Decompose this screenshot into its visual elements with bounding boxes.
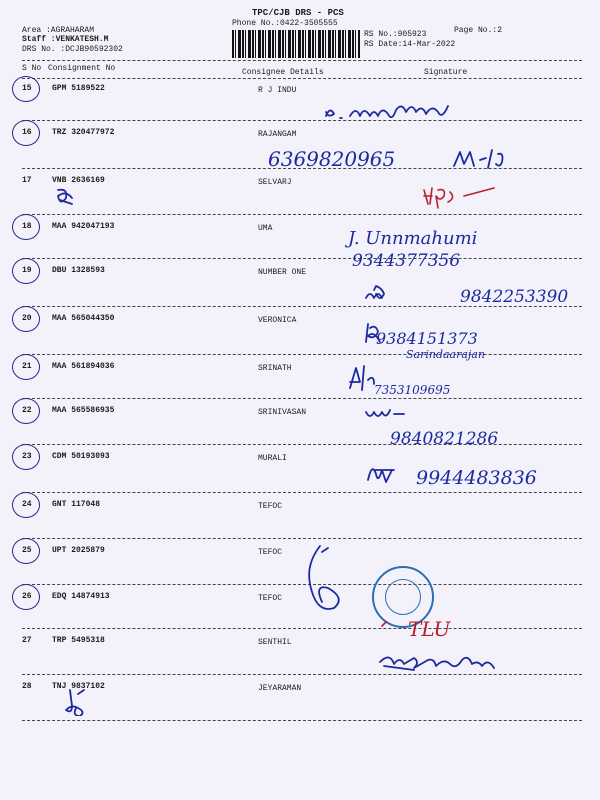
col-consignment: Consignment No [48, 64, 116, 73]
row-consignment: VNB 2636169 [52, 176, 105, 185]
row-divider [22, 628, 582, 629]
signature-image [362, 456, 582, 492]
row-sno: 22 [22, 406, 32, 415]
signature-image [266, 142, 526, 176]
row-consignee: NUMBER ONE [258, 268, 307, 277]
row-consignee: MURALI [258, 454, 287, 463]
row-consignee: SENTHIL [258, 638, 292, 647]
row-divider [22, 492, 582, 493]
signature-image [360, 404, 540, 452]
row-consignee: JEYARAMAN [258, 684, 302, 693]
header-divider-top [22, 60, 582, 61]
phone-number: Phone No.:0422-3505555 [232, 19, 338, 28]
signature-image [344, 222, 504, 274]
handwritten-phone: 9344377356 [352, 251, 461, 271]
handwritten-name: J. Unnmahumi [348, 228, 478, 249]
row-consignee: SELVARJ [258, 178, 292, 187]
handwritten-phone: 9840821286 [390, 429, 499, 449]
row-consignee: UMA [258, 224, 273, 233]
row-consignment: GNT 117048 [52, 500, 101, 509]
signature-image [320, 98, 500, 126]
row-consignment: UPT 2025879 [52, 546, 105, 555]
row-consignment: MAA 565586935 [52, 406, 115, 415]
row-consignee: TEFOC [258, 594, 283, 603]
drs-number: DRS No. :DCJB90592302 [22, 45, 123, 54]
staff-label: Staff :VENKATESH.M [22, 35, 109, 44]
row-divider [22, 720, 582, 721]
signature-image [420, 182, 510, 210]
handwritten-phone: 7353109695 [374, 383, 451, 397]
row-consignment: DBU 1328593 [52, 266, 105, 275]
row-consignment: TRP 5495318 [52, 636, 105, 645]
row-sno: 16 [22, 128, 32, 137]
signature-image [374, 646, 534, 676]
signature-image [346, 360, 456, 402]
row-sno: 20 [22, 314, 32, 323]
signature-image [62, 686, 92, 716]
page-number: Page No.:2 [454, 26, 503, 35]
row-consignment: MAA 942047193 [52, 222, 115, 231]
row-consignee: SRINATH [258, 364, 292, 373]
rs-date: RS Date:14-Mar-2022 [364, 40, 456, 49]
handwritten-phone: 9842253390 [460, 287, 569, 307]
row-sno: 27 [22, 636, 32, 645]
row-sno: 23 [22, 452, 32, 461]
row-sno: 21 [22, 362, 32, 371]
row-consignee: VERONICA [258, 316, 297, 325]
row-consignment: CDM 50193093 [52, 452, 110, 461]
row-consignment: TNJ 9837102 [52, 682, 105, 691]
document-title: TPC/CJB DRS - PCS [252, 8, 344, 18]
signature-image [52, 184, 82, 210]
handwritten-mark: TLU [408, 617, 451, 641]
row-sno: 19 [22, 266, 32, 275]
row-sno: 15 [22, 84, 32, 93]
handwritten-phone: 6369820965 [268, 147, 396, 171]
signature-image [296, 542, 356, 622]
row-consignment: GPM 5189522 [52, 84, 105, 93]
handwritten-phone: 9944483836 [416, 467, 537, 489]
barcode [232, 30, 360, 58]
row-sno: 18 [22, 222, 32, 231]
table-row [0, 500, 600, 542]
area-label: Area :AGRAHARAM [22, 26, 95, 35]
row-consignment: MAA 561894036 [52, 362, 115, 371]
signature-image [362, 318, 562, 364]
handwritten-phone: 9384151373 [376, 329, 478, 348]
row-consignee: R J INDU [258, 86, 297, 95]
row-sno: 26 [22, 592, 32, 601]
row-consignee: TEFOC [258, 502, 283, 511]
row-consignment: MAA 565044350 [52, 314, 115, 323]
col-consignee: Consignee Details [242, 68, 324, 77]
table-row [0, 176, 600, 218]
col-sno: S No [22, 64, 42, 73]
row-divider [22, 214, 582, 215]
signature-image [360, 280, 590, 310]
row-consignee: SRINIVASAN [258, 408, 307, 417]
row-divider [22, 398, 582, 399]
row-sno: 17 [22, 176, 32, 185]
header-divider-bottom [22, 78, 582, 79]
row-sno: 28 [22, 682, 32, 691]
signature-image [378, 606, 498, 648]
row-consignment: EDQ 14874913 [52, 592, 110, 601]
rs-number: RS No.:905923 [364, 30, 427, 39]
row-consignee: RAJANGAM [258, 130, 297, 139]
row-consignment: TRZ 320477972 [52, 128, 115, 137]
col-signature: Signature [424, 68, 468, 77]
handwritten-name: Sarindaarajan [406, 348, 485, 361]
row-sno: 24 [22, 500, 32, 509]
row-divider [22, 538, 582, 539]
row-sno: 25 [22, 546, 32, 555]
row-consignee: TEFOC [258, 548, 283, 557]
